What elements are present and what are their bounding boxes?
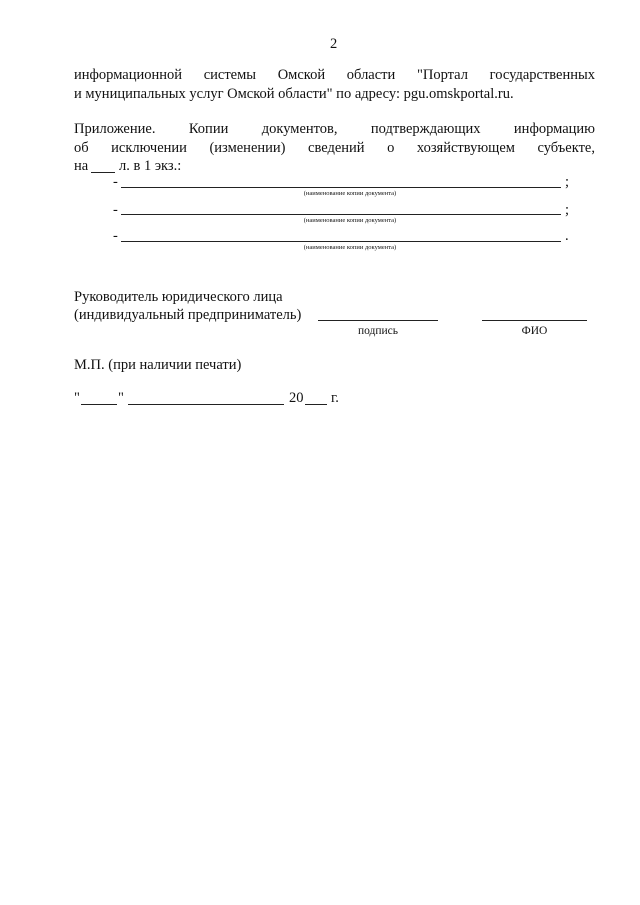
item-2-caption: (наименование копии документа) — [303, 217, 397, 224]
intro-line-1: информационной системы Омской области "Портал государственных — [74, 67, 595, 83]
sign-label: подпись — [357, 325, 399, 337]
attachment-line-2: об исключении (изменении) сведений о хозяйствующем субъекте, — [74, 140, 595, 156]
month-blank — [128, 404, 284, 405]
sheet-count-blank — [91, 172, 115, 173]
item-2-end: ; — [565, 202, 570, 218]
item-3-dash: - — [113, 228, 118, 244]
intro-line-2: и муниципальных услуг Омской области" по адресу: pgu.omskportal.ru. — [74, 86, 514, 102]
item-1-caption: (наименование копии документа) — [303, 190, 397, 197]
item-3-caption: (наименование копии документа) — [303, 244, 397, 251]
signature-line-1: Руководитель юридического лица — [74, 289, 283, 305]
item-1-end: ; — [565, 174, 570, 190]
item-3-end: . — [565, 228, 569, 244]
attachment-line-1: Приложение. Копии документов, подтверждающих информацию — [74, 121, 595, 137]
signature-blank — [318, 320, 438, 321]
date-open-quote: " — [74, 390, 80, 406]
day-blank — [81, 404, 117, 405]
year-suffix: г. — [331, 390, 339, 406]
item-2-blank — [121, 214, 561, 215]
attachment-line-3-prefix: на — [74, 158, 89, 174]
attachment-line-3-suffix: л. в 1 экз.: — [119, 158, 182, 174]
item-3-blank — [121, 241, 561, 242]
item-1-dash: - — [113, 174, 118, 190]
page-number: 2 — [330, 36, 338, 52]
item-1-blank — [121, 187, 561, 188]
item-2-dash: - — [113, 202, 118, 218]
name-blank — [482, 320, 587, 321]
year-prefix: 20 — [289, 390, 304, 406]
date-close-quote: " — [118, 390, 124, 406]
signature-line-2: (индивидуальный предприниматель) — [74, 307, 302, 323]
stamp-note: М.П. (при наличии печати) — [74, 357, 242, 373]
year-blank — [305, 404, 327, 405]
name-label: ФИО — [521, 325, 548, 337]
